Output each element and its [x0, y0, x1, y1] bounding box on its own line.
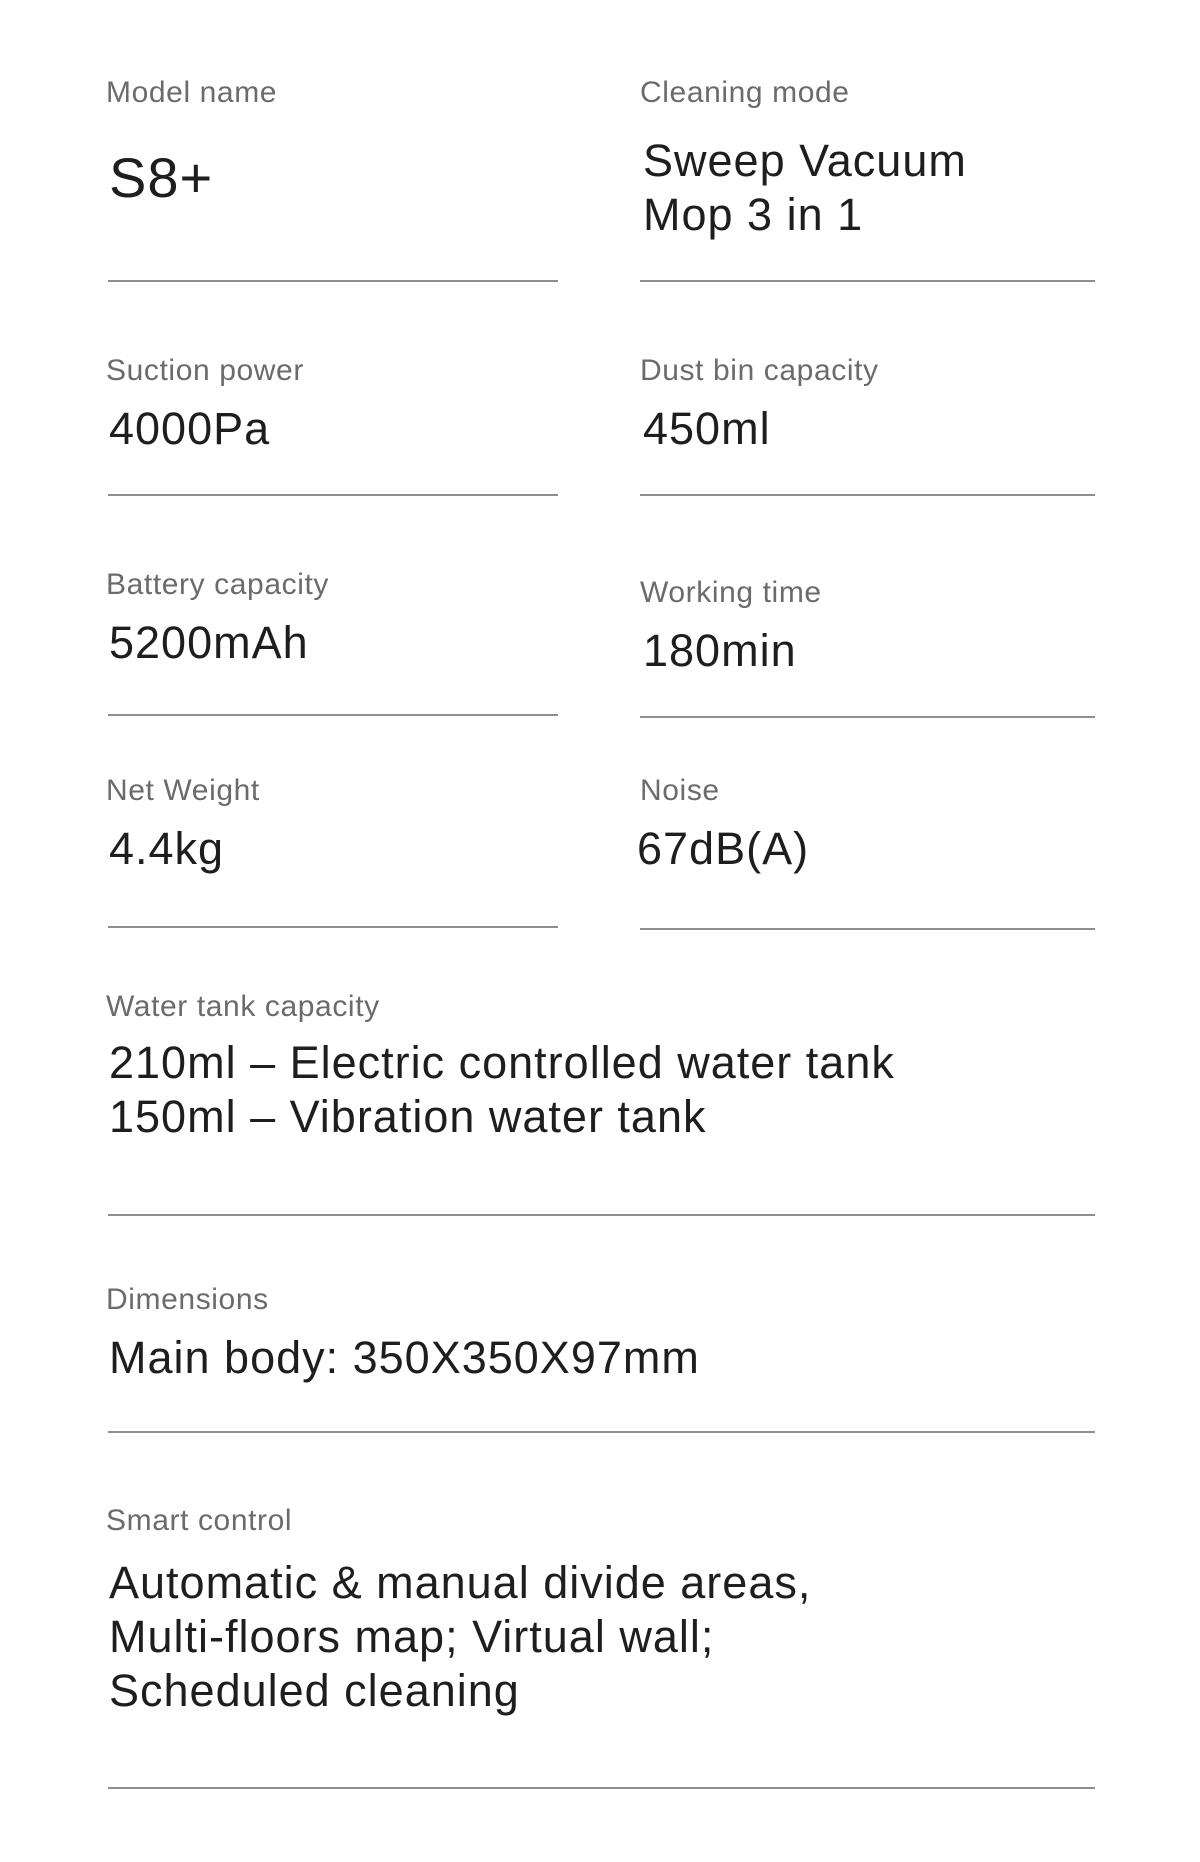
- divider: [108, 714, 558, 716]
- spec-value: Main body: 350X350X97mm: [109, 1332, 700, 1383]
- spec-label: Cleaning mode: [640, 76, 850, 109]
- spec-label: Model name: [106, 76, 278, 109]
- divider: [108, 926, 558, 928]
- divider: [640, 280, 1095, 282]
- spec-value: 180min: [643, 625, 797, 676]
- divider: [108, 1431, 1095, 1433]
- spec-label: Working time: [640, 576, 822, 609]
- spec-label: Water tank capacity: [106, 990, 380, 1023]
- divider: [640, 494, 1095, 496]
- spec-value: 4.4kg: [109, 823, 225, 874]
- spec-label: Noise: [640, 774, 720, 807]
- spec-value: 5200mAh: [109, 617, 309, 668]
- spec-value: 210ml – Electric controlled water tank 150ml – Vibration water tank: [109, 1037, 895, 1142]
- divider: [640, 716, 1095, 718]
- spec-label: Net Weight: [106, 774, 260, 807]
- divider: [108, 1214, 1095, 1216]
- divider: [108, 280, 558, 282]
- spec-label: Dust bin capacity: [640, 354, 879, 387]
- spec-value: Sweep Vacuum Mop 3 in 1: [643, 135, 967, 240]
- spec-label: Battery capacity: [106, 568, 330, 601]
- spec-value: 4000Pa: [109, 403, 271, 454]
- spec-label: Smart control: [106, 1504, 293, 1537]
- spec-value: Automatic & manual divide areas, Multi-floors map; Virtual wall; Scheduled cleaning: [109, 1557, 812, 1716]
- spec-value: S8+: [109, 146, 214, 209]
- spec-label: Dimensions: [106, 1283, 269, 1316]
- divider: [108, 1787, 1095, 1789]
- spec-label: Suction power: [106, 354, 304, 387]
- divider: [640, 928, 1095, 930]
- spec-value: 450ml: [643, 403, 771, 454]
- divider: [108, 494, 558, 496]
- spec-value: 67dB(A): [637, 823, 810, 874]
